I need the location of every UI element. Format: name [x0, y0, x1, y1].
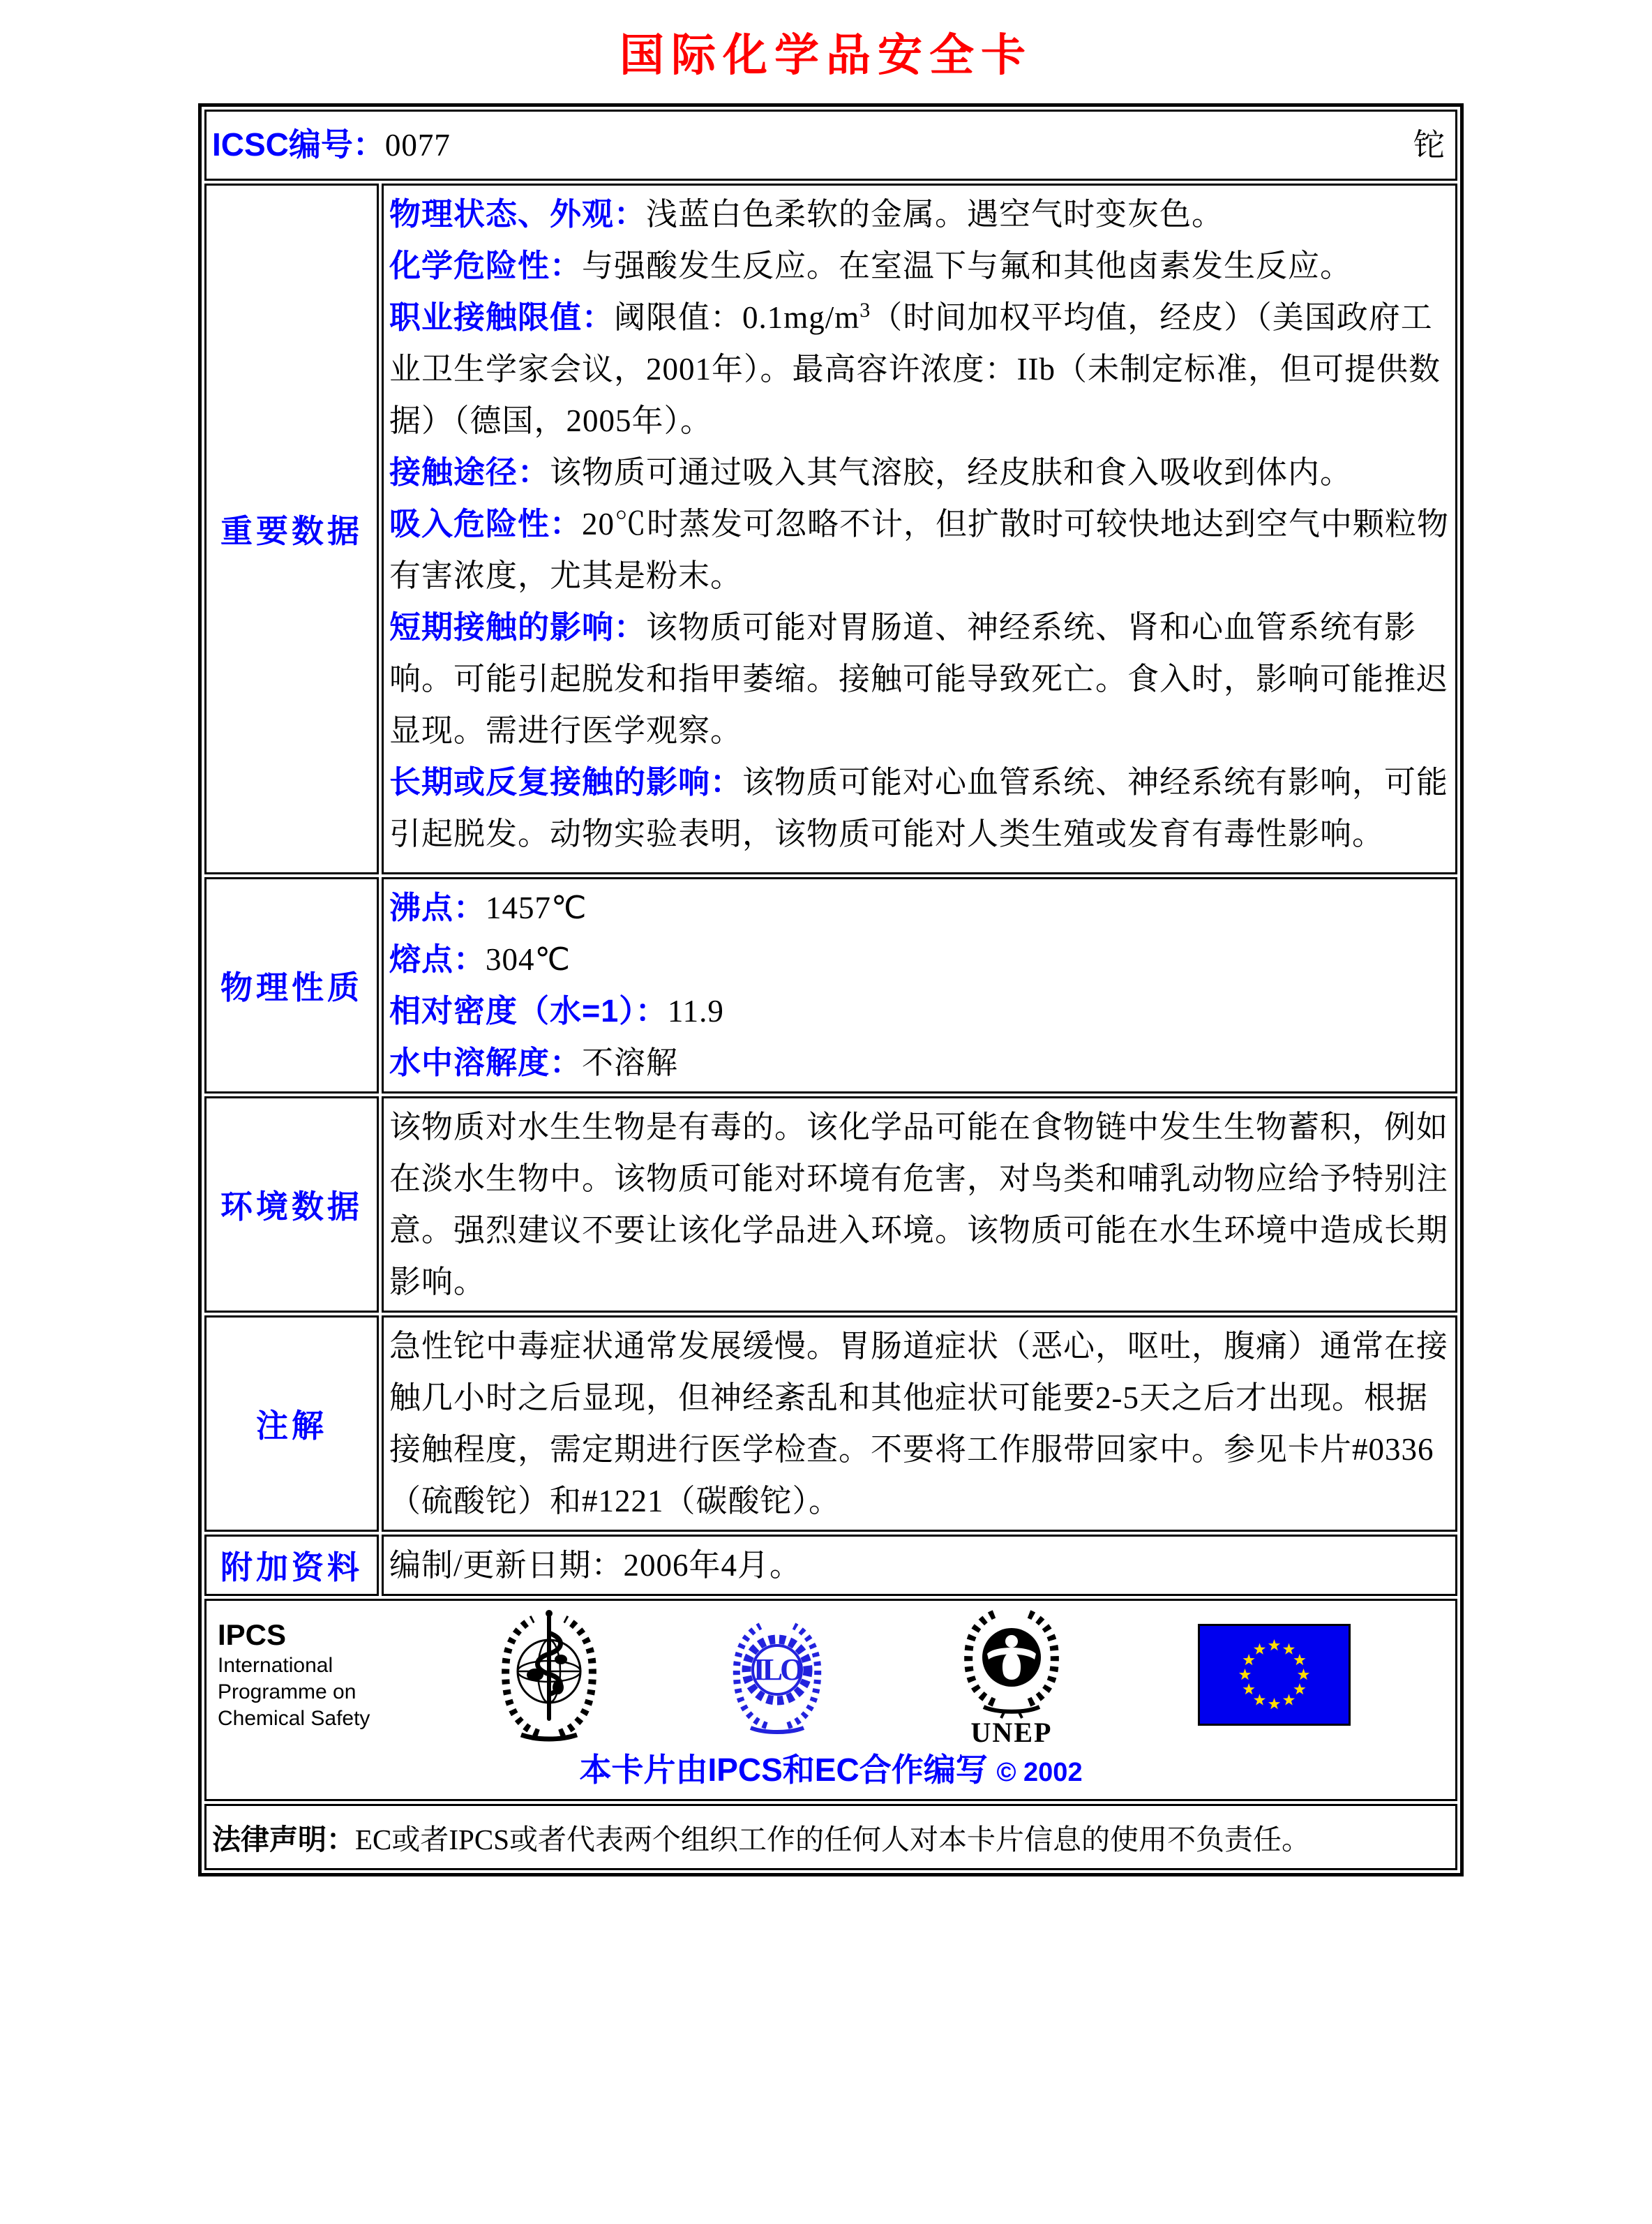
- svg-text:UNEP: UNEP: [970, 1717, 1053, 1745]
- icsc-card-table: [198, 103, 1464, 1876]
- section-content-important-data: [382, 184, 1457, 874]
- field-label: 物理状态、外观：: [389, 196, 647, 232]
- legal-notice-text: EC或者IPCS或者代表两个组织工作的任何人对本卡片信息的使用不负责任。: [355, 1823, 1310, 1856]
- physical-property: 沸点：1457℃: [389, 890, 587, 925]
- section-content-notes: 急性铊中毒症状通常发展缓慢。胃肠道症状（恶心，呕吐，腹痛）通常在接触几小时之后显现，但神经紊乱和其他症状可能要2-5天之后才出现。根据接触程度，需定期进行医学检查。不要将工作服带回家中。参见卡片#0336（硫酸铊）和#1221（碳酸铊）。: [382, 1315, 1457, 1532]
- important-item: 物理状态、外观：浅蓝白色柔软的金属。遇空气时变灰色。: [389, 196, 1224, 232]
- icsc-number-field: [212, 119, 451, 171]
- legal-notice-row: [204, 1804, 1457, 1870]
- icsc-number-value: 0077: [384, 128, 451, 163]
- important-item: 接触途径：该物质可通过吸入其气溶胶，经皮肤和食入吸收到体内。: [389, 454, 1353, 490]
- physical-property: 相对密度（水=1）：11.9: [389, 993, 724, 1029]
- eu-flag-icon: [1198, 1624, 1351, 1726]
- copyright-notice: © 2002: [996, 1758, 1083, 1787]
- important-item: 吸入危险性：20℃时蒸发可忽略不计，但扩散时可较快地达到空气中颗粒物有害浓度，尤其是粉末。: [389, 506, 1450, 593]
- important-item: 职业接触限值：阈限值：$0.1mg/m^3$（时间加权平均值，经皮）（美国政府工业卫生学家会议，2001年）。最高容许浓度：IIb（未制定标准，但可提供数据）（德国，2005年）。: [389, 299, 1441, 438]
- section-label-physical-properties: 物理性质: [204, 877, 379, 1094]
- field-label: 相对密度（水=1）：: [389, 993, 668, 1029]
- field-label: 职业接触限值：: [389, 299, 615, 335]
- svg-text:ILO: ILO: [753, 1652, 802, 1687]
- cooperation-caption: 本卡片由IPCS和EC合作编写 © 2002: [579, 1752, 1083, 1788]
- field-label: 沸点：: [389, 890, 486, 925]
- section-label-notes: 注解: [204, 1315, 379, 1532]
- section-content-additional-info: 编制/更新日期：2006年4月。: [382, 1535, 1457, 1596]
- icsc-number-label: ICSC编号：: [212, 126, 385, 163]
- ipcs-acronym: IPCS: [218, 1618, 287, 1651]
- page-title: 国际化学品安全卡: [620, 30, 1032, 80]
- field-label: 长期或反复接触的影响：: [389, 764, 743, 800]
- section-label-environmental-data: 环境数据: [204, 1096, 379, 1313]
- physical-property: 熔点：304℃: [389, 941, 571, 977]
- field-label: 短期接触的影响：: [389, 609, 647, 645]
- icsc-header-row: [204, 110, 1457, 181]
- important-item: 短期接触的影响：该物质可能对胃肠道、神经系统、肾和心血管系统有影响。可能引起脱发和指甲萎缩。接触可能导致死亡。食入时，影响可能推迟显现。需进行医学观察。: [389, 609, 1449, 748]
- ilo-emblem-icon: [728, 1614, 826, 1736]
- field-label: 接触途径：: [389, 454, 550, 490]
- field-label: 熔点：: [389, 941, 486, 977]
- section-content-physical-properties: [382, 877, 1457, 1094]
- important-item: 长期或反复接触的影响：该物质可能对心血管系统、神经系统有影响，可能引起脱发。动物实验表明，该物质可能对人类生殖或发育有毒性影响。: [389, 764, 1449, 851]
- logos-row: [204, 1599, 1457, 1801]
- field-label: 吸入危险性：: [389, 506, 583, 542]
- superscript-3: 3: [859, 299, 871, 322]
- physical-property: 水中溶解度：不溶解: [389, 1045, 679, 1080]
- ipcs-text-block: IPCS International Programme on Chemical Safety: [218, 1618, 370, 1730]
- legal-notice-label: 法律声明：: [212, 1823, 355, 1856]
- chemical-name: 铊: [1413, 128, 1446, 163]
- field-label: 水中溶解度：: [389, 1045, 583, 1080]
- section-content-environmental-data: 该物质对水生生物是有毒的。该化学品可能在食物链中发生生物蓄积，例如在淡水生物中。该物质可能对环境有危害，对鸟类和哺乳动物应给予特别注意。强烈建议不要让该化学品进入环境。该物质可能在水生环境中造成长期影响。: [382, 1096, 1457, 1313]
- unep-emblem-icon: [952, 1605, 1071, 1745]
- important-item: 化学危险性：与强酸发生反应。在室温下与氟和其他卤素发生反应。: [389, 248, 1353, 283]
- section-label-important-data: 重要数据: [204, 184, 379, 874]
- field-label: 化学危险性：: [389, 248, 583, 283]
- section-label-additional-info: 附加资料: [204, 1535, 379, 1596]
- who-emblem-icon: [497, 1605, 601, 1745]
